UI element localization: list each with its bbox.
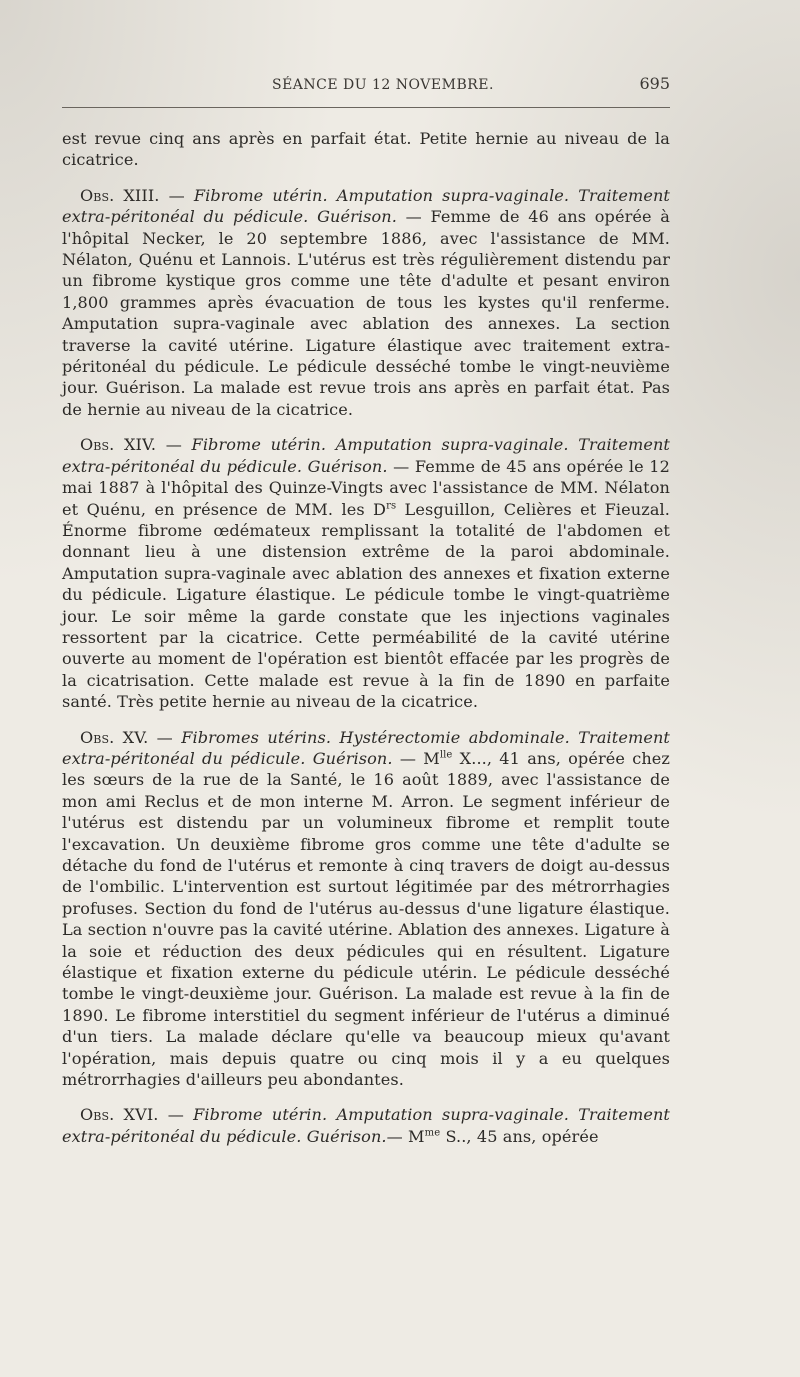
observation-label: Obs. XIV. <box>80 435 157 455</box>
observation-label: Obs. XIII. <box>80 185 160 205</box>
observation-15 <box>62 727 670 1091</box>
observation-14 <box>62 434 670 712</box>
page-number: 695 <box>639 74 670 93</box>
superscript: me <box>424 1127 441 1139</box>
observation-text-cont: X..., 41 ans, opérée chez les sœurs de la rue de la Santé, le 16 août 1889, avec l'assistance de mon ami Reclus et de mon interne M. Arron. Le segment inférieur de l'utérus est distendu par un volumineux fibrome et remplit toute l'excavation. Un deuxième fibrome gros comme une tête d'adulte se détache du fond de l'utérus et remonte à cinq travers de doigt au-dessus de l'ombilic. L'intervention est surtout légitimée par des métrorrhagies profuses. Section du fond de l'utérus au-dessus d'une ligature élastique. La section n'ouvre pas la cavité utérine. Ablation des annexes. Ligature à la soie et réduction des deux pédicules qui en résultent. Ligature élastique et fixation externe du pédicule utérin. Le pédicule desséché tombe le vingt-deuxième jour. Guérison. La malade est revue à la fin de 1890. Le fibrome interstitiel du segment inférieur de l'utérus a diminué d'un tiers. La malade déclare qu'elle va beaucoup mieux qu'avant l'opération, mais depuis quatre ou cinq mois il y a eu quelques métrorrhagies d'ailleurs peu abondantes. <box>62 748 670 1090</box>
observation-text: — Femme de 46 ans opérée à l'hôpital Necker, le 20 septembre 1886, avec l'assistance de MM. Nélaton, Quénu et Lannois. L'utérus est très régulièrement distendu par un fibrome kystique gros comme une tête d'adulte et pesant environ 1,800 grammes après évacuation de tous les kystes qu'il renferme. Amputation supra-vaginale avec ablation des annexes. La section traverse la cavité utérine. Ligature élastique avec traitement extra-péritonéal du pédicule. Le pédicule desséché tombe le vingt-neuvième jour. Guérison. La malade est revue trois ans après en parfait état. Pas de hernie au niveau de la cicatrice. <box>62 207 670 419</box>
observation-title: Fibrome utérin. Amputation supra-vaginale. Traitement extra-péritonéal du pédicule. Guérison. <box>62 1105 670 1146</box>
superscript: rs <box>386 500 397 512</box>
observation-dash: — <box>158 1105 194 1125</box>
running-title: SÉANCE DU 12 NOVEMBRE. <box>272 77 494 93</box>
observation-title: Fibrome utérin. Amputation supra-vaginale. Traitement extra-péritonéal du pédicule. Guérison. <box>62 185 670 227</box>
observation-title: Fibrome utérin. Amputation supra-vaginale. Traitement extra-péritonéal du pédicule. Guérison. <box>62 435 670 476</box>
observation-13 <box>62 185 670 420</box>
paragraph-continuation: est revue cinq ans après en parfait état. Petite hernie au niveau de la cicatrice. <box>62 129 670 170</box>
running-header <box>62 74 670 93</box>
observation-text: — Femme de 45 ans opérée le 12 mai 1887 à l'hôpital des Quinze-Vingts avec l'assistance de MM. Nélaton et Quénu, en présence de MM. les D <box>62 456 670 519</box>
observation-title: Fibromes utérins. Hystérectomie abdominale. Traitement extra-péritonéal du pédicule. Guérison. <box>62 727 670 768</box>
superscript: lle <box>439 749 453 761</box>
observation-label: Obs. XVI. <box>80 1105 159 1125</box>
observation-text-cont: Lesguillon, Celières et Fieuzal. Énorme fibrome œdémateux remplissant la totalité de l'abdomen et donnant lieu à une distension extrême de la paroi abdominale. Amputation supra-vaginale avec ablation des annexes et fixation externe du pédicule. Ligature élastique. Le pédicule tombe le vingt-quatrième jour. Le soir même la garde constate que les injections vaginales ressortent par la cicatrice. Cette perméabilité de la cavité utérine ouverte au moment de l'opération est bientôt effacée par les progrès de la cicatrisation. Cette malade est revue à la fin de 1890 en parfaite santé. Très petite hernie au niveau de la cicatrice. <box>62 499 670 712</box>
observation-text: — M <box>386 1126 425 1146</box>
observation-dash: — <box>156 435 192 455</box>
observation-dash: — <box>159 185 194 205</box>
header-rule <box>62 107 670 108</box>
body-text <box>62 128 670 1147</box>
observation-16 <box>62 1104 670 1147</box>
observation-dash: — <box>148 727 182 747</box>
observation-label: Obs. XV. <box>80 727 149 747</box>
observation-text-cont: S.., 45 ans, opérée <box>440 1126 599 1146</box>
observation-text: — M <box>392 748 440 768</box>
